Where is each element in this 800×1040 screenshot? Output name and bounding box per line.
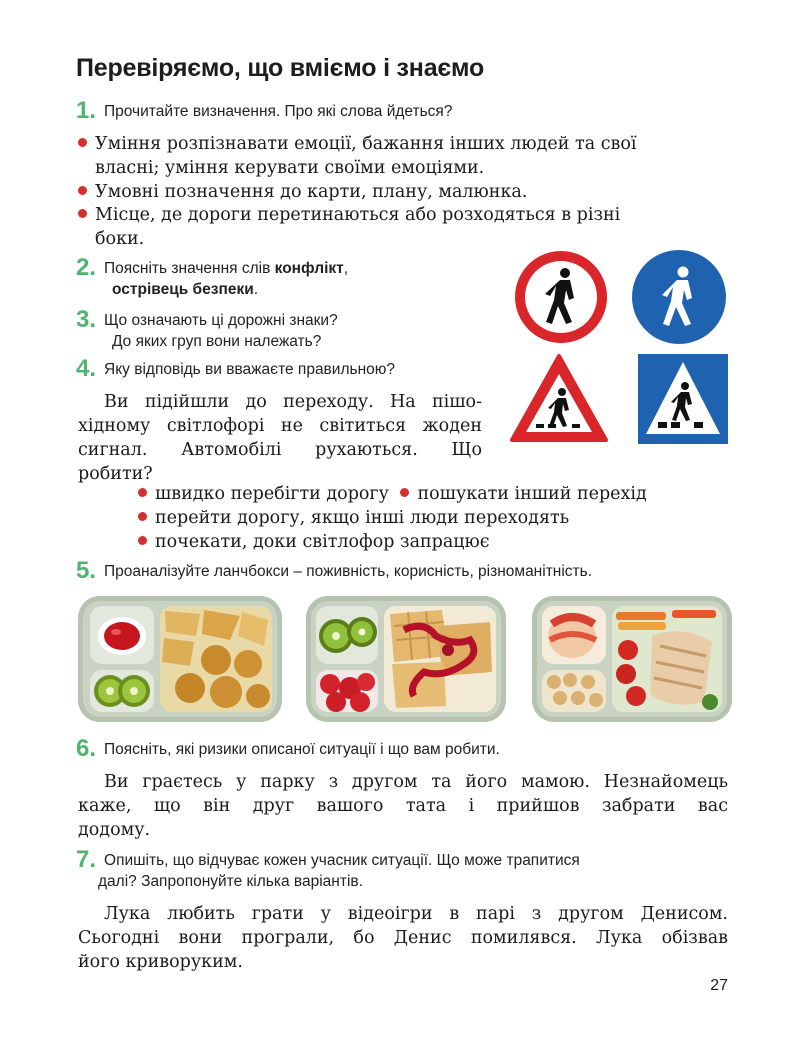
task-number: 7. bbox=[76, 846, 97, 873]
page-title: Перевіряємо, що вміємо і знаємо bbox=[76, 54, 485, 82]
option-2: пошукати інший перехід bbox=[417, 484, 647, 504]
definition-2: Умовні позначення до карти, плану, малюнка. bbox=[78, 180, 527, 204]
lunchbox-3-image bbox=[532, 596, 732, 722]
option-4: почекати, доки світлофор запрацює bbox=[155, 532, 490, 552]
term-conflict: конфлікт bbox=[274, 260, 344, 277]
ketchup-icon bbox=[90, 606, 154, 664]
nuggets-and-chips-icon bbox=[160, 606, 272, 712]
bullet-dot bbox=[78, 209, 87, 218]
task-6: 6. Поясніть, які ризики описаної ситуації і що вам робити. bbox=[76, 735, 500, 762]
kiwi-slices-icon bbox=[316, 606, 378, 664]
pedestrian-crossing-sign-icon bbox=[638, 354, 728, 444]
lunchbox-1-image bbox=[78, 596, 282, 722]
strawberries-icon bbox=[316, 670, 378, 712]
definition-1: Уміння розпізнавати емоції, бажання інших людей та свої власні; уміння керувати своїми емоціями. bbox=[78, 132, 728, 180]
task-5: 5. Проаналізуйте ланчбокси – поживність, корисність, різноманітність. bbox=[76, 557, 593, 584]
task-number: 3. bbox=[76, 306, 97, 333]
lunchbox-2-image bbox=[306, 596, 506, 722]
answer-options bbox=[138, 482, 647, 554]
option-3: перейти дорогу, якщо інші люди переходять bbox=[155, 508, 570, 528]
kiwi-icon bbox=[90, 670, 154, 712]
definition-3: Місце, де дороги перетинаються або розходяться в різні боки. bbox=[78, 203, 728, 251]
crackers-icon bbox=[542, 670, 606, 712]
waffles-with-jam-icon bbox=[384, 606, 496, 712]
task-number: 1. bbox=[76, 97, 97, 124]
chicken-and-vegetables-icon bbox=[612, 606, 722, 712]
task-number: 5. bbox=[76, 557, 97, 584]
task-4: 4. Яку відповідь ви вважаєте правильною? bbox=[76, 355, 395, 382]
bullet-dot bbox=[78, 186, 87, 195]
task-number: 6. bbox=[76, 735, 97, 762]
task-2: 2. Поясніть значення слів конфлікт, острівець безпеки. bbox=[76, 254, 349, 298]
no-pedestrians-sign-icon bbox=[512, 248, 610, 346]
apple-slices-icon bbox=[542, 606, 606, 664]
task-1 bbox=[76, 97, 453, 124]
task-number: 2. bbox=[76, 254, 97, 281]
bullet-dot bbox=[78, 138, 87, 147]
pedestrian-path-sign-icon bbox=[630, 248, 728, 346]
pedestrian-crossing-warning-sign-icon bbox=[508, 352, 610, 444]
option-1: швидко перебігти дорогу bbox=[155, 484, 389, 504]
page-number: 27 bbox=[710, 977, 728, 994]
task-3: 3. Що означають ці дорожні знаки? До яких груп вони належать? bbox=[76, 306, 338, 350]
term-safety-island: острівець безпеки bbox=[112, 281, 254, 298]
task-number: 4. bbox=[76, 355, 97, 382]
situation-paragraph-6: Ви граєтесь у парку з другом та його мамою. Незнайомець каже, що він друг вашого тата і прийшов забрати вас додому. bbox=[78, 772, 728, 840]
situation-paragraph-7: Лука любить грати у відеоігри в парі з другом Денисом. Сьогодні вони програли, бо Денис помилявся. Лука обізвав його криворуким. bbox=[78, 904, 728, 972]
task-7: 7. Опишіть, що відчуває кожен учасник ситуації. Що може трапитися далі? Запропонуйте кілька варіантів. bbox=[76, 846, 580, 890]
situation-paragraph-4: Ви підійшли до переходу. На пішо- хідному світлофорі не світиться жоден сигнал. Автомобілі рухаються. Що робити? bbox=[78, 392, 482, 484]
task-text: Прочитайте визначення. Про які слова йдеться? bbox=[104, 103, 453, 120]
